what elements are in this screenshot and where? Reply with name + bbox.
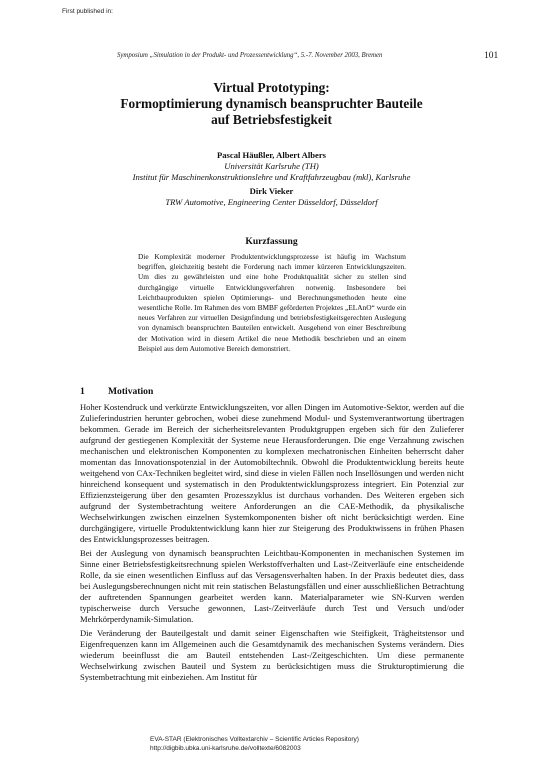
paragraph-2: Bei der Auslegung von dynamisch beanspruchten Leichtbau-Komponenten in mechanischen Systemen im Sinne einer Betriebsfestigkeitsrechnung spielen Werkstoffverhalten und Last-/Zeitverläufe eine entscheidende Rolle, da sie einen wesentlichen Einfluss auf das Versagensverhalten haben. In der Praxis bedeutet dies, dass bei Auslegungsberechnungen nicht mit rein statischen Belastungsfällen und einer ausschließlichen Betrachtung der auftretenden Spannungen gearbeitet werden kann. Materialparameter wie SN-Kurven werden typischerweise durch Versuche gewonnen, Last-/Zeitverläufe durch Test und Versuch und/oder Mehrkörperdynamik-Simulation. <box>80 548 464 624</box>
paragraph-3: Die Veränderung der Bauteilgestalt und damit seiner Eigenschaften wie Steifigkeit, Trägheitstensor und Eigenfrequenzen kann im Allgemeinen auch die Gesamtdynamik des mechanischen Systems verändern. Dies wiederum beeinflusst die am Bauteil entstehenden Last-/Zeitgeschichten. Um diese permanente Wechselwirkung zwischen Bauteil und System zu berücksichtigen muss die Strukturoptimierung die Systembetrachtung mit einbeziehen. Am Institut für <box>80 628 464 682</box>
section-heading <box>80 386 153 397</box>
title-line-1: Virtual Prototyping: <box>213 80 330 95</box>
affiliation-1b: Institut für Maschinenkonstruktionslehre und Kraftfahrzeugbau (mkl), Karlsruhe <box>132 172 411 182</box>
author-names-2: Dirk Vieker <box>249 186 294 196</box>
footer-url[interactable]: http://digbib.ubka.uni-karlsruhe.de/volltexte/6082003 <box>150 745 301 752</box>
footer-line-1: EVA-STAR (Elektronisches Volltextarchiv – Scientific Articles Repository) <box>150 736 359 743</box>
author-block <box>80 150 463 208</box>
section-title: Motivation <box>108 386 154 397</box>
title-line-3: auf Betriebsfestigkeit <box>211 112 332 127</box>
title-line-2: Formoptimierung dynamisch beanspruchter Bauteile <box>120 96 423 111</box>
abstract-text: Die Komplexität moderner Produktentwicklungsprozesse ist häufig im Wachstum begriffen, gleichzeitig besteht die Forderung nach immer kürzeren Entwicklungszeiten. Um dies zu gewährleisten und eine hohe Produktqualität sicher zu stellen sind durchgängige virtuelle Entwicklungsverfahren notwenig. Insbesondere bei Leichtbauprodukten spielen Optimierungs- und Berechnungsmethoden heute eine wesentliche Rolle. Im Rahmen des vom BMBF geförderten Projektes „ELAnO“ wurde ein neues Verfahren zur virtuellen Designfindung und betriebsfestigkeitsgerechten Auslegung von dynamisch beanspruchten Bauteilen entwickelt. Ausgehend von einer Beschreibung der Motivation wird in diesem Artikel die neue Methodik beschrieben und an einem Beispiel aus dem Automotive Bereich demonstriert. <box>138 252 406 353</box>
first-published-note: First published in: <box>62 8 113 15</box>
section-body <box>80 402 464 686</box>
paragraph-1: Hoher Kostendruck und verkürzte Entwicklungszeiten, vor allen Dingen im Automotive-Sektor, werden auf die Zulieferindustrien herunter gebrochen, wobei diese zunehmend Modul- und Systemverantwortung übertragen bekommen. Gerade im Bereich der sicherheitsrelevanten Produktgruppen ergeben sich für den Zulieferer aufgrund der gestiegenen Komplexität der Systeme neue Herausforderungen. Die enge Verzahnung zwischen mechanischen und elektronischen Komponenten zu komplexen mechatronischen Einheiten beherrscht daher momentan das Innovationspotenzial in der Automobiltechnik. Obwohl die Produktentwicklung bereits heute weitgehend von CAx-Techniken begleitet wird, sind diese in vielen Fällen noch Insellösungen und werden nicht hinreichend konsequent und systematisch in den Produktentwicklungsprozess integriert. Ein Potenzial zur Effizienzsteigerung über den gesamten Prozesszyklus ist durchaus vorhanden. Des Weiteren ergeben sich aufgrund der Systembetrachtung weitere Anforderungen an die CAE-Methodik, da physikalische Wechselwirkungen zwischen einzelnen Systemkomponenten bisher oft nicht berücksichtigt werden. Eine durchgängigere, virtuelle Produktentwicklung kann hier zur Steigerung des Produktwissens in frühen Phasen des Entwicklungsprozesses beitragen. <box>80 402 464 544</box>
author-names-1: Pascal Häußler, Albert Albers <box>216 150 326 160</box>
paper-title <box>80 80 463 128</box>
affiliation-2: TRW Automotive, Engineering Center Düsseldorf, Düsseldorf <box>165 197 378 207</box>
repository-footer <box>150 735 359 753</box>
page-number: 101 <box>484 51 499 61</box>
abstract-heading: Kurzfassung <box>245 236 298 247</box>
running-head: Symposium „Simulation in der Produkt- und Prozessentwicklung“, 5.-7. November 2003, Bremen <box>117 52 383 59</box>
section-number: 1 <box>80 386 85 397</box>
affiliation-1a: Universität Karlsruhe (TH) <box>224 161 319 171</box>
